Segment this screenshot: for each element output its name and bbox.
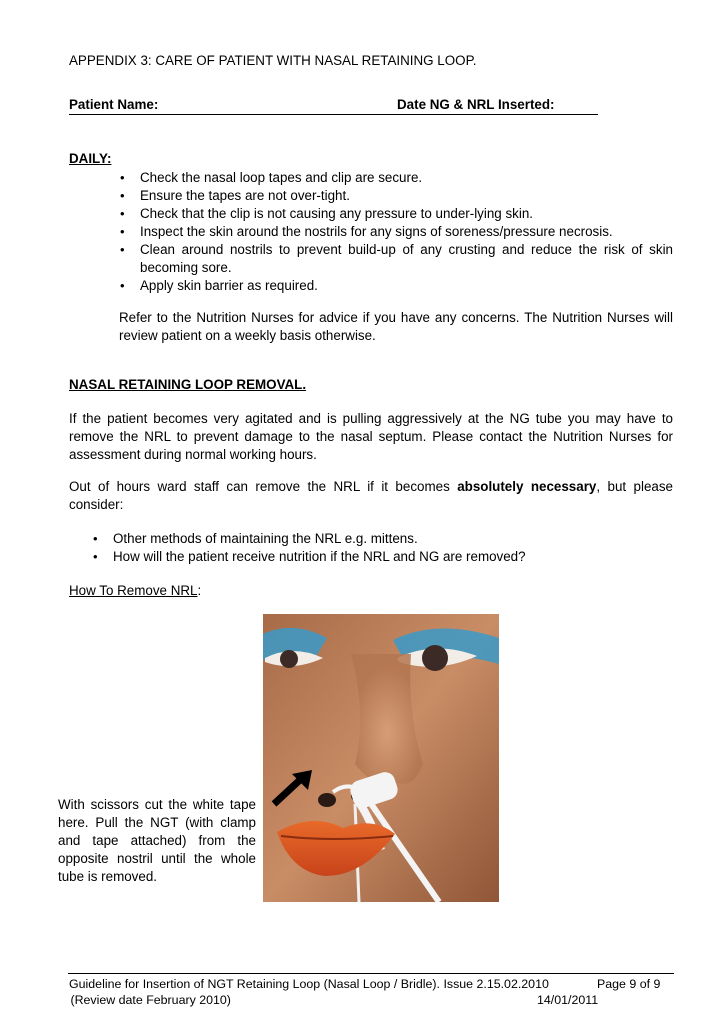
date-inserted-label: Date NG & NRL Inserted:: [397, 97, 555, 112]
patient-name-label: Patient Name:: [69, 97, 159, 112]
list-item: • Clean around nostrils to prevent build-up of any crusting and reduce the risk of skin becoming sore.: [120, 242, 673, 275]
how-to-remove-heading: How To Remove NRL:: [69, 583, 202, 598]
arrow-icon: [270, 768, 314, 808]
daily-heading: DAILY:: [69, 151, 112, 166]
list-item: • How will the patient receive nutrition if the NRL and NG are removed?: [93, 549, 526, 564]
removal-heading: NASAL RETAINING LOOP REMOVAL.: [69, 377, 307, 392]
list-item: • Other methods of maintaining the NRL e.g. mittens.: [93, 531, 418, 546]
list-item: • Check that the clip is not causing any pressure to under-lying skin.: [120, 206, 533, 221]
footer-divider: [68, 973, 674, 974]
footer-page-number: Page 9 of 9: [597, 977, 661, 991]
bullet-icon: •: [93, 531, 98, 546]
list-item: • Inspect the skin around the nostrils for any signs of soreness/pressure necrosis.: [120, 224, 613, 239]
list-item: • Apply skin barrier as required.: [120, 278, 318, 293]
list-item: • Check the nasal loop tapes and clip are secure.: [120, 170, 423, 185]
footer-guideline-text: Guideline for Insertion of NGT Retaining Loop (Nasal Loop / Bridle). Issue 2.15.02.2010: [69, 977, 549, 991]
bullet-icon: •: [120, 242, 125, 257]
refer-paragraph: Refer to the Nutrition Nurses for advice if you have any concerns. The Nutrition Nurses will review patient on a weekly basis otherwise.: [119, 310, 673, 343]
bullet-icon: •: [120, 170, 125, 185]
removal-paragraph: If the patient becomes very agitated and is pulling aggressively at the NG tube you may have to remove the NRL to prevent damage to the nasal septum. Please contact the Nutrition Nurses for assessment during normal working hours.: [69, 411, 673, 462]
bullet-icon: •: [93, 549, 98, 564]
bullet-icon: •: [120, 188, 125, 203]
mannequin-nose-photo: [263, 614, 499, 902]
bullet-icon: •: [120, 206, 125, 221]
consider-list: [91, 530, 651, 566]
out-of-hours-paragraph: Out of hours ward staff can remove the NRL if it becomes absolutely necessary, but please consider:: [69, 479, 673, 512]
bullet-icon: •: [120, 224, 125, 239]
document-title: APPENDIX 3: CARE OF PATIENT WITH NASAL RETAINING LOOP.: [69, 53, 477, 68]
bullet-icon: •: [120, 278, 125, 293]
footer-review-date: (Review date February 2010): [67, 993, 231, 1007]
patient-line-rule: [69, 114, 598, 115]
footer-print-date: 14/01/2011: [537, 993, 599, 1007]
list-item: • Ensure the tapes are not over-tight.: [120, 188, 350, 203]
daily-checklist: [118, 169, 673, 295]
figure-caption: With scissors cut the white tape here. Pull the NGT (with clamp and tape attached) from the opposite nostril until the whole tube is removed.: [58, 797, 256, 884]
